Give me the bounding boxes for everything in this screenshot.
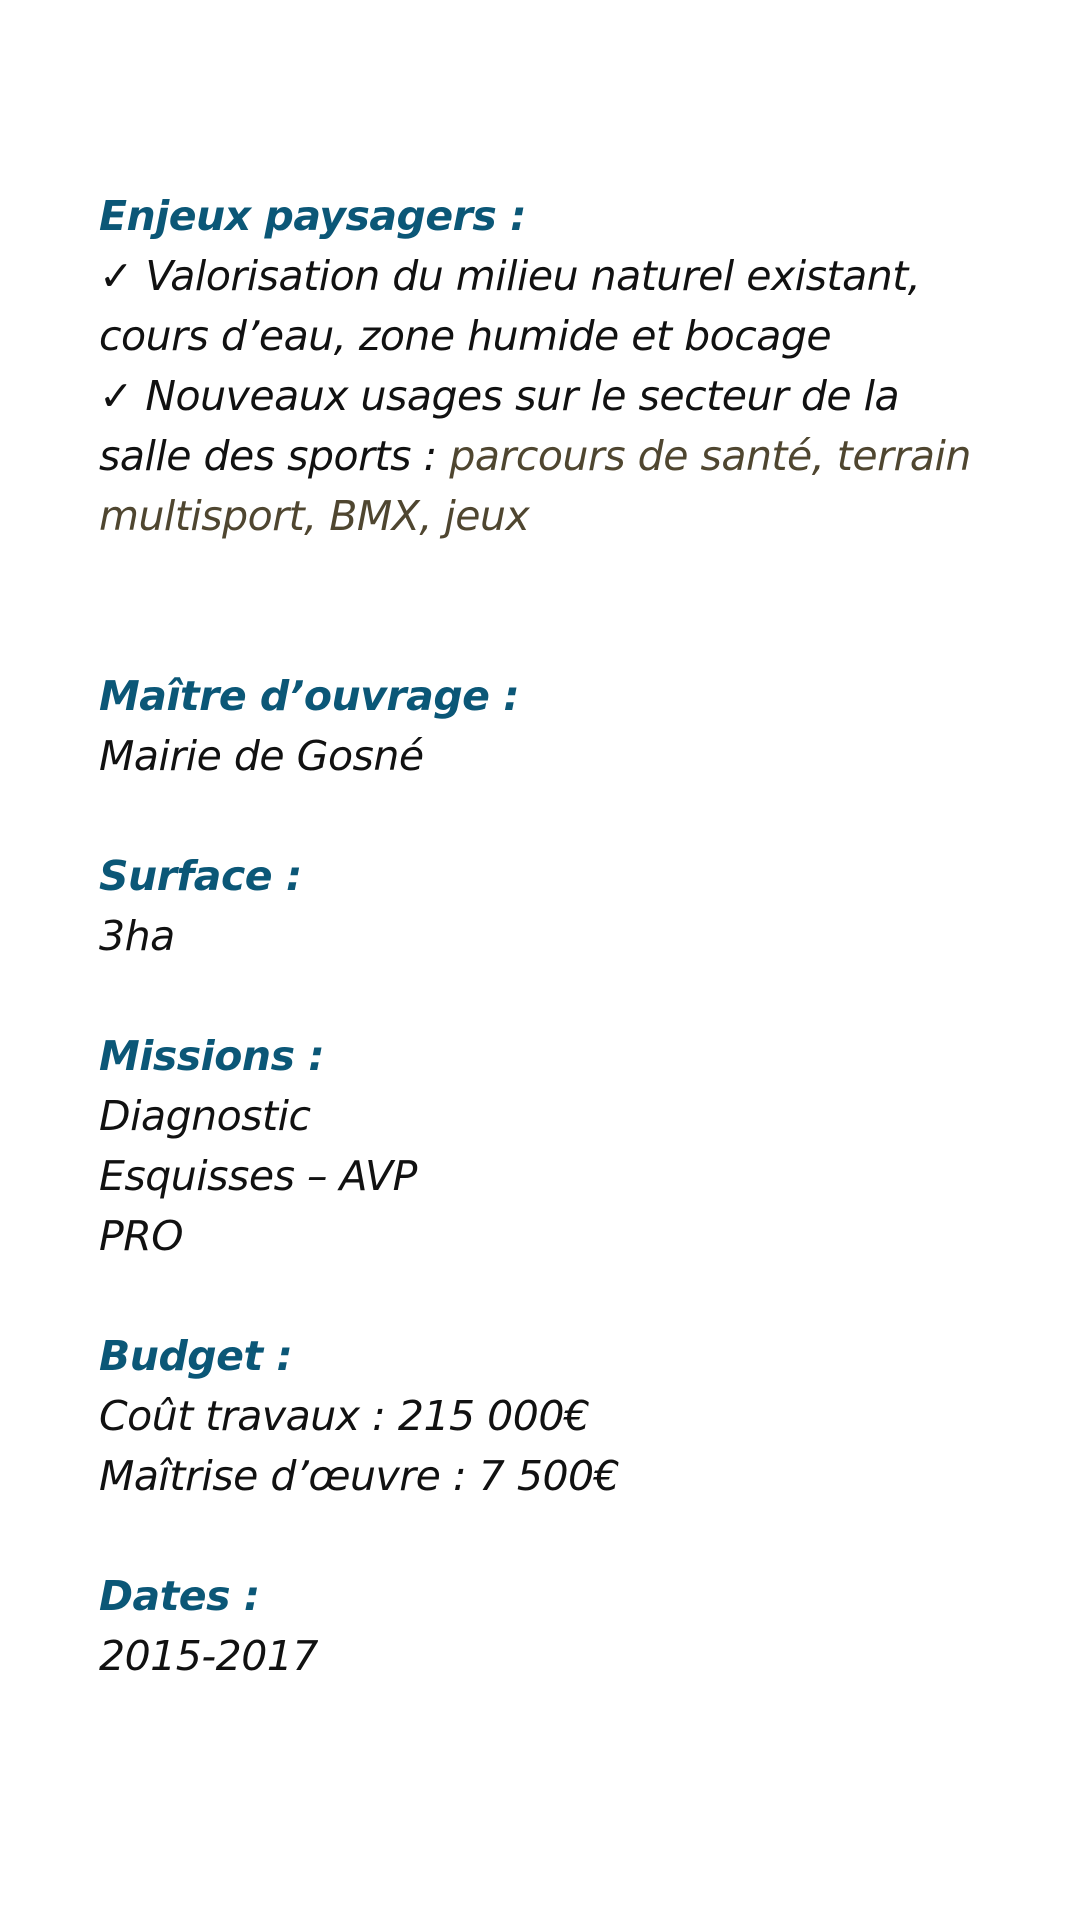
maitre-section (99, 666, 999, 786)
maitre-value: Mairie de Gosné (99, 732, 424, 780)
enjeux-item-2 (99, 366, 999, 546)
dates-value: 2015-2017 (99, 1632, 318, 1680)
surface-value: 3ha (99, 912, 175, 960)
enjeux-heading: Enjeux paysagers : (99, 192, 526, 240)
enjeux-item-2-text: ✓ Nouveaux usages sur le secteur de la salle des sports : (99, 372, 900, 480)
maitre-heading: Maître d’ouvrage : (99, 672, 520, 720)
enjeux-item-1: ✓ Valorisation du milieu naturel existant, cours d’eau, zone humide et bocage (99, 252, 921, 360)
budget-heading: Budget : (99, 1332, 293, 1380)
missions-section (99, 1026, 999, 1266)
enjeux-item-2-highlight: parcours de santé, terrain multisport, BMX, jeux (99, 432, 971, 540)
dates-section (99, 1566, 999, 1686)
project-details (99, 186, 999, 1686)
missions-heading: Missions : (99, 1032, 325, 1080)
mission-item: PRO (99, 1212, 183, 1260)
budget-oeuvre: Maîtrise d’œuvre : 7 500€ (99, 1452, 620, 1500)
budget-travaux: Coût travaux : 215 000€ (99, 1392, 590, 1440)
enjeux-section (99, 186, 999, 546)
budget-section (99, 1326, 999, 1506)
mission-item: Esquisses – AVP (99, 1152, 417, 1200)
dates-heading: Dates : (99, 1572, 260, 1620)
surface-section (99, 846, 999, 966)
mission-item: Diagnostic (99, 1092, 311, 1140)
surface-heading: Surface : (99, 852, 302, 900)
